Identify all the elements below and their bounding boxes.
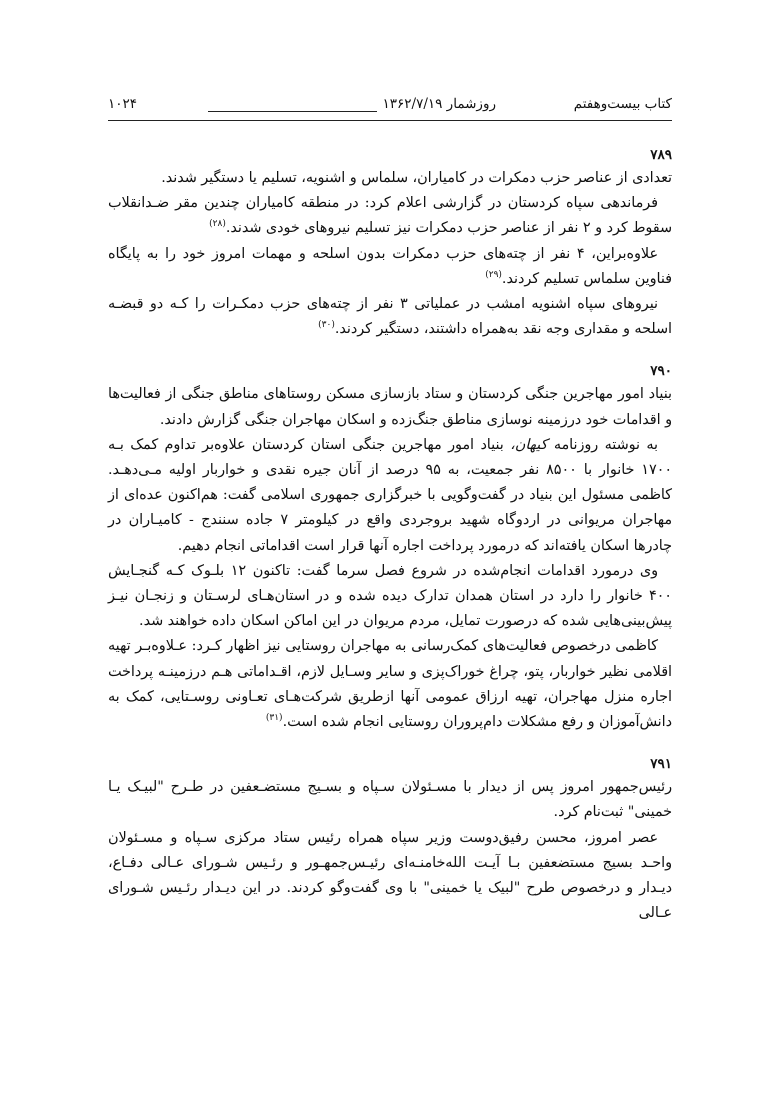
paragraph: نیروهای سپاه اشنویه امشب در عملیاتی ۳ نفر از چته‌های حزب دمکـرات را کـه دو قبضـه اسلحه و مقداری وجه نقد به‌همراه داشتند، دستگیر کردند.$^{(۳۰)}$ [108, 296, 672, 338]
paragraph: کاظمی درخصوص فعالیت‌های کمک‌رسانی به مهاجران روستایی نیز اظهار کـرد: عـلاوه‌بـر تهیه اقلامی نظیر خواربار، پتو، چراغ خوراک‌پزی و سایر وسـایل لازم، اقـداماتی هـم درزمینـه پرداخت اجاره منزل مهاجران، تهیه ارزاق عمومی آنها ازطریق شرکت‌هـای تعـاونی روسـتایی، کمک به دانش‌آموزان و رفع مشکلات دام‌پروران روستایی انجام شده است.$^{(۳۱)}$ [108, 638, 672, 731]
header-date-block [208, 96, 502, 112]
footnote-ref: (۳۱) [265, 713, 283, 724]
entry-number: ۷۹۰ [650, 363, 672, 380]
entry-789 [108, 144, 672, 342]
page-number: ۱۰۲۴ [108, 96, 138, 112]
paragraph: تعدادی از عناصر حزب دمکرات در کامیاران، سلماس و اشنویه، تسلیم یا دستگیر شدند. [161, 170, 672, 186]
entry-number: ۷۸۹ [650, 147, 672, 163]
footnote-ref: (۳۰) [318, 320, 335, 331]
entry-791 [108, 753, 672, 926]
paragraph: فرماندهی سپاه کردستان در گزارشی اعلام کرد: در منطقه کامیاران چندین مقر ضـدانقلاب سقوط کرد و ۲ نفر از عناصر حزب دمکرات نیز تسلیم نیروهای خودی شدند.$^{(۲۸)}$ [108, 195, 672, 237]
paragraph: رئیس‌جمهور امروز پس از دیدار با مسـئولان سـپاه و بسـیج مستضـعفین در طـرح "لبیـک یـا خمینی" ثبت‌نام کرد. [108, 779, 672, 821]
footnote-ref: (۲۹) [485, 270, 502, 281]
paragraph: عصر امروز، محسن رفیق‌دوست وزیر سپاه همراه رئیس ستاد مرکزی سـپاه و مسـئولان واحـد بسیج مستضعفین بـا آیـت الله‌خامنـه‌ای رئیـس‌جمهـور و رئـیس شـورای عـالی دفـاع، دیـدار و درخصوص طرح "لبیک یا خمینی" با وی گفت‌وگو کردند. در این دیـدار رئـیس شـورای عـالی [108, 829, 672, 922]
footnote-ref: (۲۸) [209, 219, 226, 230]
newspaper-name: کیهان، [510, 436, 548, 453]
header-underline [208, 99, 377, 112]
paragraph: بنیاد امور مهاجرین جنگی کردستان و ستاد بازسازی مسکن روستاهای مناطق جنگی از فعالیت‌ها و اقدامات خود درزمینه نوسازی مناطق جنگ‌زده و اسکان مهاجران جنگی گزارش دادند. [108, 386, 672, 428]
book-title: کتاب بیست‌وهفتم [573, 96, 672, 112]
entry-790 [108, 360, 672, 735]
paragraph: به نوشته روزنامه کیهان، بنیاد امور مهاجرین جنگی استان کردستان علاوه‌بر تداوم کمک بـه ۱۷۰۰ خانوار با ۸۵۰۰ نفر جمعیت، به ۹۵ درصد از آنان جیره نقدی و خواربار اولیه مـی‌دهـد. کاظمی مسئول این بنیاد در گفت‌وگویی با خبرگزاری جمهوری اسلامی گفت: هم‌اکنون عده‌ای از مهاجران مریوانی در اردوگاه شهید بروجردی واقع در کیلومتر ۷ جاده سنندج - کامیـاران در چادرها اسکان یافته‌اند که درمورد پرداخت اجاره آنها قرار است اقداماتی انجام دهیم. [108, 436, 672, 554]
entry-number: ۷۹۱ [650, 756, 672, 773]
paragraph: علاوه‌براین، ۴ نفر از چته‌های حزب دمکرات بدون اسلحه و مهمات امروز خود را به پایگاه فناوین سلماس تسلیم کردند.$^{(۲۹)}$ [108, 245, 672, 287]
paragraph: وی درمورد اقدامات انجام‌شده در شروع فصل سرما گفت: تاکنون ۱۲ بلـوک کـه گنجـایش ۴۰۰ خانوار را دارد در استان همدان تدارک دیده شده و در استان‌هـای لرسـتان و زنجـان نیـز پیش‌بینی‌هایی شده که درصورت تمایل، مردم مریوان در این اماکن اسکان داده خواهند شد. [108, 562, 672, 630]
running-header [108, 92, 672, 118]
header-rule [108, 120, 672, 121]
document-page [108, 92, 672, 944]
diary-date: روزشمار ۱۳۶۲/۷/۱۹ [382, 96, 496, 112]
page-content [108, 144, 672, 926]
